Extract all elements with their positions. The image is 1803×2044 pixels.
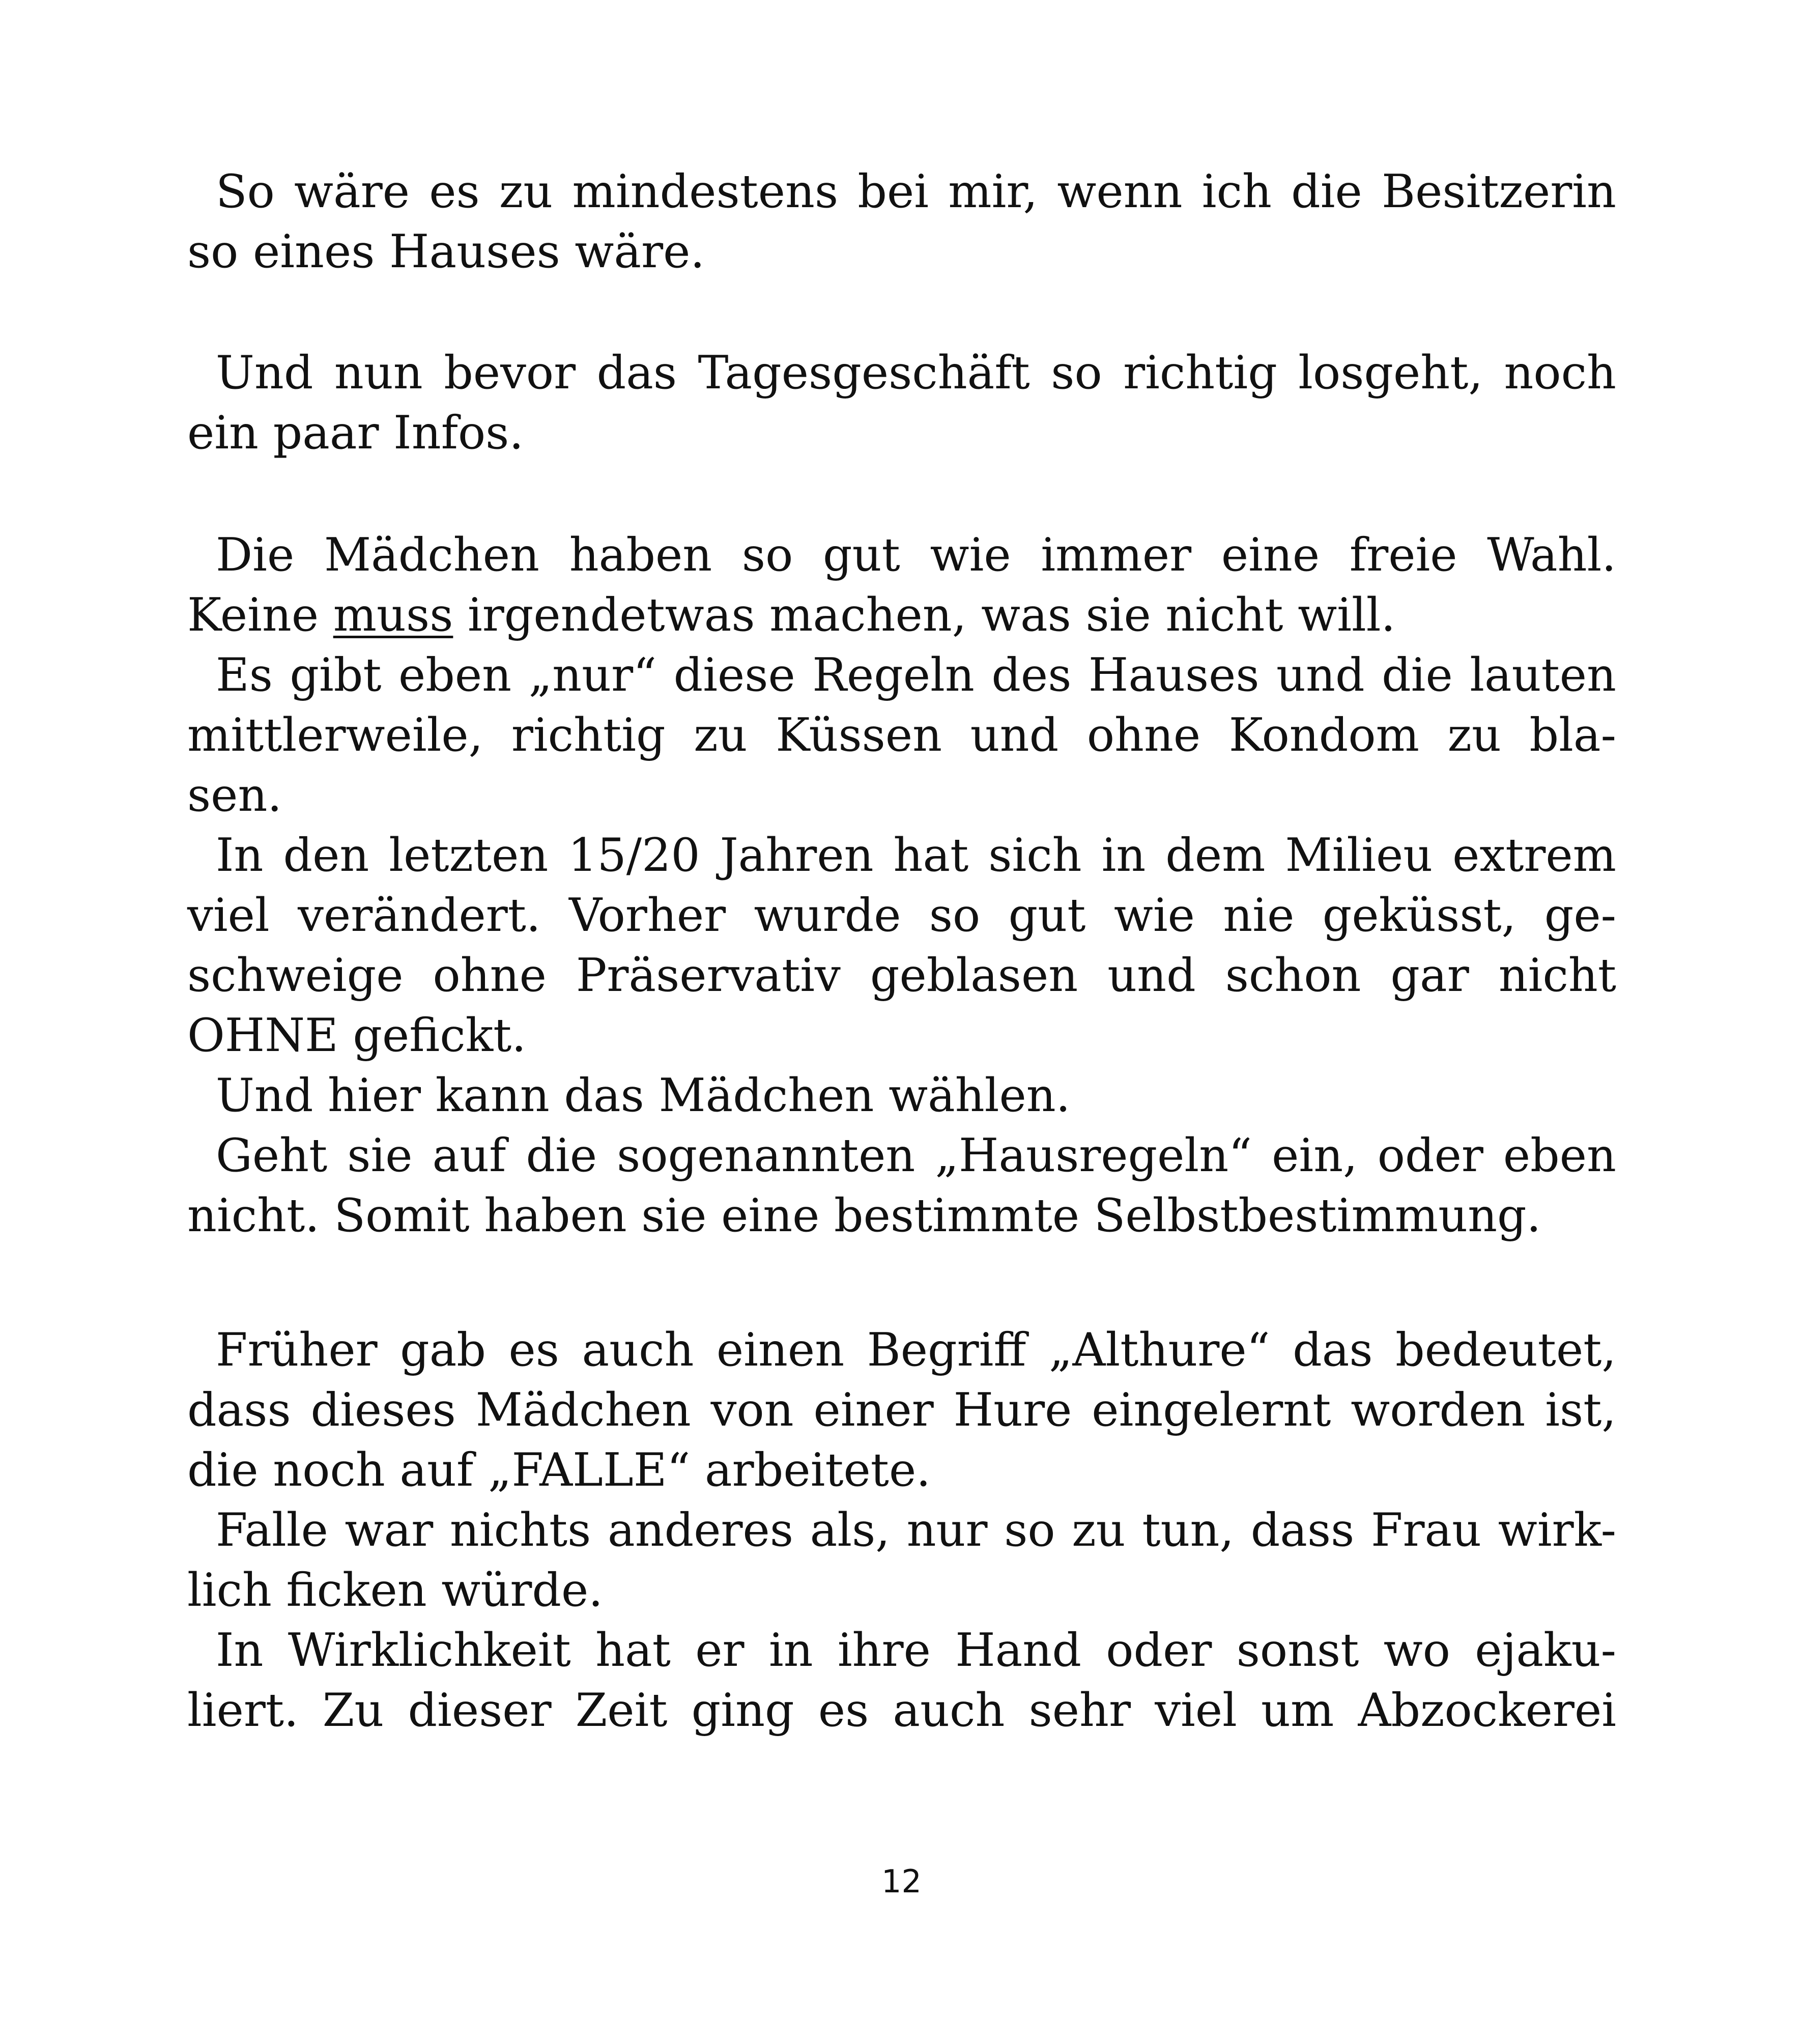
text-line: Die Mädchen haben so gut wie immer eine freie Wahl. xyxy=(216,528,1616,582)
text-line: die noch auf „FALLE“ arbeitete. xyxy=(187,1443,931,1497)
text-line: Und nun bevor das Tagesgeschäft so richtig losgeht, noch xyxy=(216,346,1616,400)
paragraph-2 xyxy=(187,343,1616,463)
text-line: Und hier kann das Mädchen wählen. xyxy=(216,1069,1071,1122)
text-line: In Wirklichkeit hat er in ihre Hand oder sonst wo ejaku- xyxy=(216,1624,1616,1677)
text-segment: Keine xyxy=(187,588,333,642)
paragraph-4 xyxy=(187,1320,1616,1741)
text-line: mittlerweile, richtig zu Küssen und ohne Kondom zu bla- xyxy=(187,708,1616,762)
text-line: lich ficken würde. xyxy=(187,1564,603,1617)
text-line: nicht. Somit haben sie eine bestimmte Selbstbestimmung. xyxy=(187,1189,1541,1242)
text-line-with-emphasis xyxy=(187,585,1616,645)
text-line: dass dieses Mädchen von einer Hure eingelernt worden ist, xyxy=(187,1383,1616,1437)
text-line: Früher gab es auch einen Begriff „Althure“ das bedeutet, xyxy=(216,1323,1616,1377)
paragraph-3 xyxy=(187,525,1616,1246)
text-line: so eines Hauses wäre. xyxy=(187,225,705,278)
text-line: schweige ohne Präservativ geblasen und schon gar nicht xyxy=(187,949,1616,1002)
text-line: In den letzten 15/20 Jahren hat sich in dem Milieu extrem xyxy=(216,829,1616,882)
text-line: liert. Zu dieser Zeit ging es auch sehr viel um Abzockerei xyxy=(187,1684,1616,1737)
paragraph-1 xyxy=(187,162,1616,282)
text-segment: irgendetwas machen, was sie nicht will. xyxy=(453,588,1396,642)
text-line: Falle war nichts anderes als, nur so zu tun, dass Frau wirk- xyxy=(216,1503,1616,1557)
text-line: sen. xyxy=(187,769,282,822)
text-line: ein paar Infos. xyxy=(187,406,524,460)
text-line: viel verändert. Vorher wurde so gut wie nie geküsst, ge- xyxy=(187,889,1616,942)
text-line: OHNE gefickt. xyxy=(187,1009,526,1062)
text-line: Geht sie auf die sogenannten „Hausregeln“ ein, oder eben xyxy=(216,1129,1616,1182)
text-line: So wäre es zu mindestens bei mir, wenn ich die Besitzerin xyxy=(216,165,1616,218)
text-line: Es gibt eben „nur“ diese Regeln des Hauses und die lauten xyxy=(216,648,1616,702)
underlined-word: muss xyxy=(333,588,453,642)
page-number: 12 xyxy=(881,1863,922,1900)
